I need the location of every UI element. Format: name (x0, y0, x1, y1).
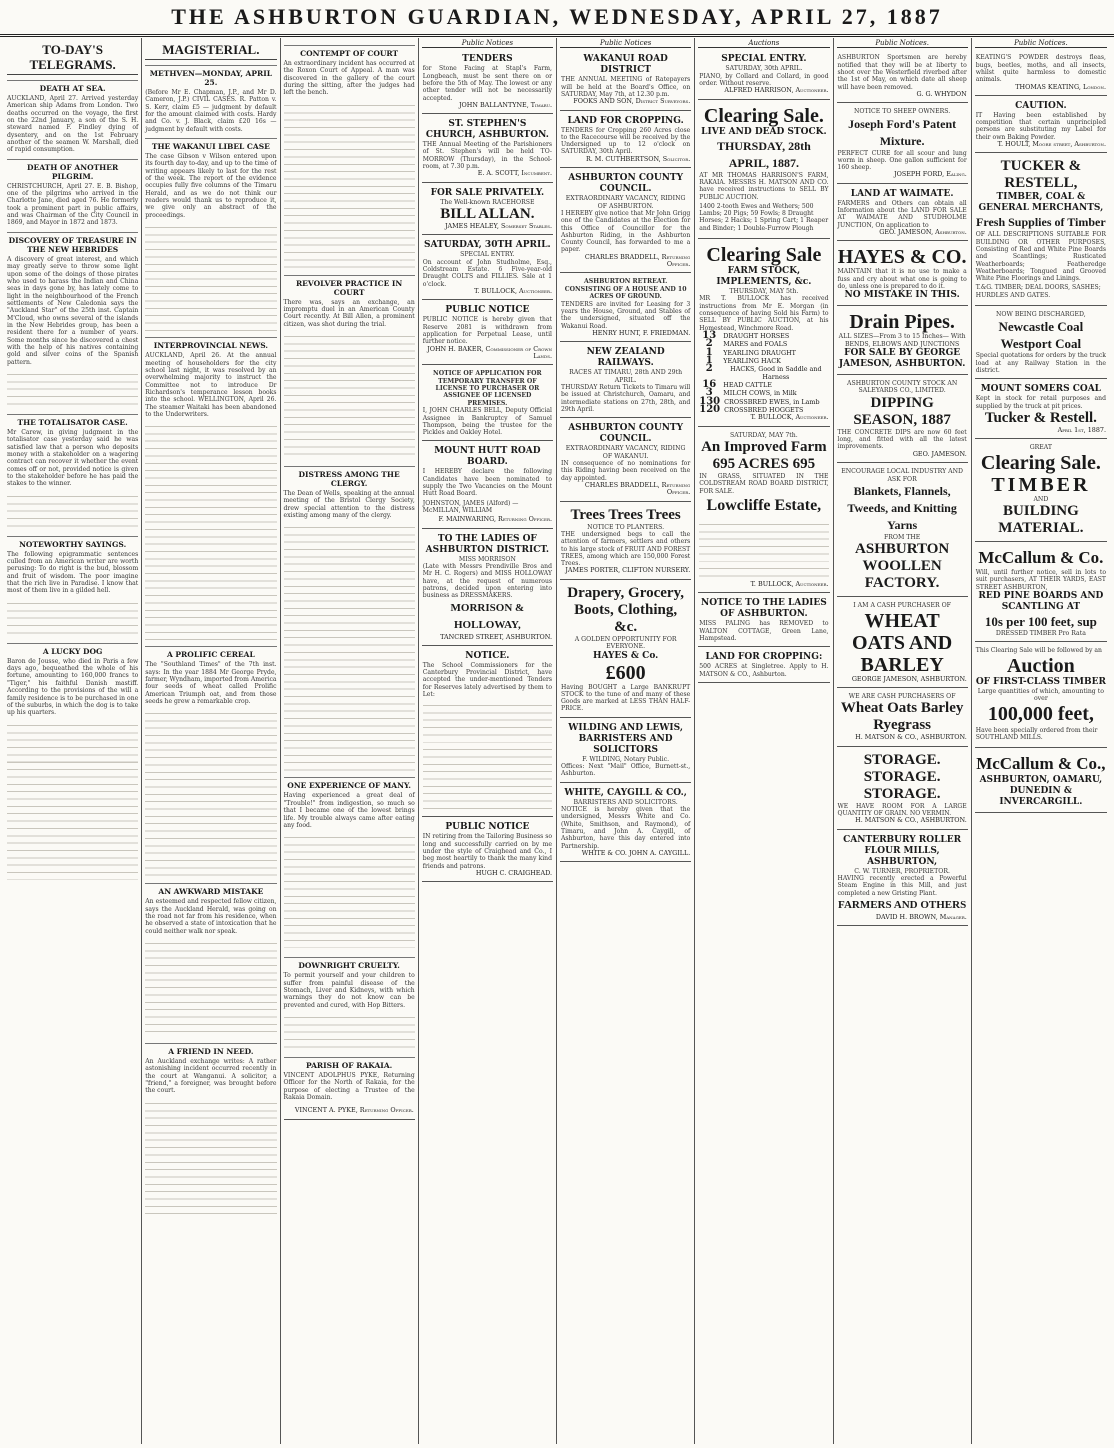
column-telegrams (4, 38, 142, 1444)
column-heading: Public Notices. (975, 40, 1107, 48)
article-text: AUCKLAND, April 26. At the annual meeting of householders for the city school last night, it was resolved by an overwhelming majority to instruct the Committee not to introduce Dr Richardson's temperance lesson books into the school. WELLINGTON, April 26. The steamer Waitaki has been abandoned to the Underwriters. (145, 352, 277, 418)
text-filler (423, 700, 552, 810)
notice-caution: CAUTION. IT Having been established by competition that certain unprincipled persons are substituting my Label for their own Baking Powder. T. HOULT, Moore street, Ashburton. (975, 98, 1107, 154)
text-filler (7, 598, 138, 638)
article-text: An extraordinary incident has occurred at the Roxon Court of Appeal. A man was discovered in the gallery of the court during the sitting, after the judges had left the bench. (283, 60, 415, 97)
ad-storage: STORAGE. STORAGE. STORAGE. WE HAVE ROOM FOR A LARGE QUANTITY OF GRAIN. NO VERMIN. H. MATSON & CO., ASHBURTON. (837, 749, 968, 830)
article-heading: ONE EXPERIENCE OF MANY. (284, 777, 415, 790)
text-filler (145, 1098, 276, 1218)
column-articles (281, 38, 419, 1444)
text-filler (7, 491, 138, 531)
ad-tucker-restell: TUCKER & RESTELL, TIMBER, COAL & GENERAL MERCHANTS, Fresh Supplies of Timber OF ALL DESCRIPTIONS SUITABLE FOR BUILDING OR OTHER PURPOSES, Consisting of Red and White Pine Boards and Scantlings; Rusticated Weatherboards; Featheredge Weatherboards; Tongued and Grooved White Pine Floorings and Linings. T.&G. TIMBER; DEAL DOORS, SASHES; HURDLES AND GATES. (975, 155, 1107, 306)
article-text: A discovery of great interest, and which may greatly serve to throw some light upon some of the doings of those pirates who used to harass the Indian and China seas in days gone by, has lately come to light in the neighbourhood of the French settlements of New Caledonia says the "Auckland Star" of the 25th inst. Captain M'Cloud, who owns several of the islands in the New Hebrides group, has been a resident there for a number of years. Some months since he discovered a chest with the help of his natives containing gold and silver coins of the Spanish pattern. (7, 255, 139, 366)
notice-white-caygill: WHITE, CAYGILL & CO., BARRISTERS AND SOLICITORS. NOTICE is hereby given that the undersigned, Messrs White and Co. (White, Smithson, and Raymond), of Timaru, and John A. Caygill, of Ashburton, have this day entered into Partnership. WHITE & CO. JOHN A. CAYGILL. (560, 785, 691, 863)
stock-description: CROSSBRED EWES, in Lamb (724, 397, 820, 406)
text-filler (284, 832, 415, 952)
article-heading: PARISH OF RAKAIA. (284, 1057, 415, 1070)
article-heading: NOTEWORTHY SAYINGS. (7, 536, 138, 549)
notice-land-singletree: LAND FOR CROPPING: 500 ACRES at Singletree. Apply to H. MATSON & CO., Ashburton. (698, 649, 829, 683)
stock-item (699, 354, 828, 366)
notice-public: PUBLIC NOTICE PUBLIC NOTICE is hereby given that Reserve 2081 is withdrawn from application for Perpetual Lease, until further notice. JOHN H. BAKER, Commissioner of Crown Lands. (422, 302, 553, 365)
auction-clearing-sale-bullock: Clearing Sale FARM STOCK, IMPLEMENTS, &c. THURSDAY, MAY 5th. MR T. BULLOCK has received instructions from Mr E. Morgan (in consequence of having Sold his Farm) to SELL BY PUBLIC AUCTION, at his Homestead, Winchmore Road. 13 DRAUGHT HORSES 2 MARES and FOALS 1 YEARLING DRAUGHT 1 YEARLING HACK 2 HACKS, Good in Saddle and Harness 16 HEAD CATTLE 3 MILCH COWS, in Milk 130 CROSSBRED EWES, in Lamb 120 CROSSBRED HOGGETS T. BULLOCK, Auctioneer. (698, 241, 829, 427)
column-heading: Public Notices (560, 40, 691, 48)
article-text: The following epigrammatic sentences culled from an American writer are worth perusing: To do right is the bud, blossom and fruit of wisdom. The poor imagine that the rich live in Paradise. I know that most of them live in a gilded hell. (7, 550, 139, 595)
article-text: The "Southland Times" of the 7th inst. says: In the year 1884 Mr George Pryde, farmer, Wyndham, imported from America four seeds of wheat called Prolific American Triumph oat, and from those seeds he grew a remarkable crop. (145, 661, 277, 705)
text-filler (145, 222, 276, 332)
stock-item (699, 381, 828, 389)
article-heading: AN AWKWARD MISTAKE (145, 883, 276, 896)
stock-item (699, 340, 828, 348)
text-filler (284, 331, 415, 461)
stock-description: CROSSBRED HOGGETS (724, 406, 804, 415)
notice-st-stephens: ST. STEPHEN'S CHURCH, ASHBURTON. THE Annual Meeting of the Parishioners of St. Stephen's will be held TO-MORROW (Thursday), in the School-room, at 7.30 p.m. E. A. SCOTT, Incumbent. (422, 116, 553, 183)
notice-license-transfer: NOTICE OF APPLICATION FOR TEMPORARY TRANSFER OF LICENSE TO PURCHASER OR ASSIGNEE OF LICENSED PREMISES. I, JOHN CHARLES BELL, Deputy Official Assignee in Bankruptcy of Samuel Thompson, being the trustee for the Pickles and Oakley Hotel. (422, 367, 553, 441)
text-filler (284, 100, 415, 270)
notice-retreat: ASHBURTON RETREAT. CONSISTING OF A HOUSE AND 10 ACRES OF GROUND. TENDERS are invited for Leasing for 3 years the House, Ground, and Stables of the undersigned, situated off the Wakanui Road. HENRY HUNT, F. FRIEDMAN. (560, 275, 691, 342)
stock-count: 13 (702, 329, 717, 341)
column-heading: Public Notices. (837, 40, 968, 48)
text-filler (699, 519, 828, 579)
stock-list (699, 329, 828, 416)
stock-count: 2 (705, 363, 713, 375)
article-text: Having experienced a great deal of "Trouble!" from indigestion, so much so that I became one of the lowest brings life. My trouble always came after eating any food. (283, 792, 415, 829)
article-heading: CONTEMPT OF COURT (284, 45, 415, 58)
stock-description: MARES and FOALS (723, 340, 788, 349)
article-heading: A FRIEND IN NEED. (145, 1043, 276, 1056)
column-auctions (695, 38, 833, 1444)
article-text: CHRISTCHURCH, April 27. E. B. Bishop, one of the pilgrims who arrived in the Charlotte Jane, died aged 76. He formerly took a prominent part in public affairs, and was Chairman of the City Council in 1869, and Mayor in 1872 and 1873. (7, 182, 139, 227)
column-heading: Auctions (698, 40, 829, 48)
text-filler (145, 938, 276, 1038)
notice-special-entry: SATURDAY, 30TH APRIL. SPECIAL ENTRY. On account of John Studholme, Esq., Coldstream Estate. 6 Five-year-old Draught COLTS and FILLIES. Sale at 1 o'clock. T. BULLOCK, Auctioneer. (422, 237, 553, 300)
article-text: An Auckland exchange writes: A rather astonishing incident occurred recently in the court at Wanganui. A solicitor, a "friend," a foreigner, was brought before the court. (145, 1058, 277, 1095)
notice-trees: Trees Trees Trees NOTICE TO PLANTERS. THE undersigned begs to call the attention of farmers, settlers and others to his large stock of FRUIT AND FOREST TREES, among which are 150,000 Forest Trees. JAMES PORTER, CLIFTON NURSERY. (560, 504, 691, 580)
article-text: An esteemed and respected fellow citizen, says the Auckland Herald, was going on the road not far from his residence, when he observed a state of intoxication that he could neither walk nor speak. (145, 898, 277, 935)
notice-land-cropping: LAND FOR CROPPING. TENDERS for Cropping 260 Acres close to the Racecourse will be received by the Undersigned up to 12 o'clock on SATURDAY, 30th April. R. M. CUTHBERTSON, Solicitor. (560, 113, 691, 169)
columns (4, 38, 1110, 1444)
text-filler (284, 522, 415, 772)
article-heading: DOWNRIGHT CRUELTY. (284, 957, 415, 970)
article-text: To permit yourself and your children to suffer from painful disease of the Stomach, Liver and Kidneys, with which warnings they do not know can be prevented and cured, with Hop Bitters. (283, 972, 415, 1009)
text-filler (7, 369, 138, 409)
telegrams-heading: TO-DAY'S TELEGRAMS. (7, 42, 138, 75)
auction-piano: SPECIAL ENTRY. SATURDAY, 30th APRIL. PIANO, by Collard and Collard, in good order. Without reserve. ALFRED HARRISON, Auctioneer. (698, 51, 829, 99)
stock-item (699, 365, 828, 381)
notice-hayes-drapery: Drapery, Grocery, Boots, Clothing, &c. A GOLDEN OPPORTUNITY FOR EVERYONE. HAYES & Co. £600 Having BOUGHT a Large BANKRUPT STOCK to the tune of and many of these Goods are marked at LESS THAN HALF-PRICE. (560, 582, 691, 718)
stock-description: HEAD CATTLE (723, 381, 772, 390)
column-public-notices-2 (557, 38, 695, 1444)
article-text: AUCKLAND, April 27. Arrived yesterday American ship Adams from London. Two deaths occurred on the voyage, the first on the 22nd January, a son of the S. H. steward named F. Findley dying of dysentery, and on the 1st February another of the seamen W. Marshall, died of rapid consumption. (7, 95, 139, 154)
notice-land-waimate: LAND AT WAIMATE. FARMERS and Others can obtain all Information about the LAND FOR SALE AT WAIMATE AND STUDHOLME JUNCTION, On application to GEO. JAMESON, Ashburton. (837, 186, 968, 242)
notice-mount-hutt: MOUNT HUTT ROAD BOARD. I HEREBY declare the following Candidates have been nominated to supply the Two Vacancies on the Mount Hutt Road Board. JOHNSTON, JAMES (Alford) — McMILLAN, WILLIAM F. MAINWARING, Returning Officer. (422, 443, 553, 528)
ad-mccallum-locations: McCallum & Co., ASHBURTON, OAMARU, DUNEDIN & INVERCARGILL. (975, 750, 1107, 813)
article-heading: THE WAKANUI LIBEL CASE (145, 138, 276, 151)
ad-flour-mills: CANTERBURY ROLLER FLOUR MILLS, ASHBURTON, C. W. TURNER, PROPRIETOR. HAVING recently erected a Powerful Steam Engine in this Mill, and just completed a new Gristing Plant. FARMERS AND OTHERS DAVID H. BROWN, Manager. (837, 832, 968, 927)
notice-tenders: TENDERS for Stone Facing at Stapl's Farm, Longbeach, must be sent there on or before the 5th of May. The lowest or any other tender will not be necessarily accepted. JOHN BALLANTYNE, Timaru. (422, 51, 553, 114)
article-heading: METHVEN—MONDAY, APRIL 25. (145, 65, 276, 87)
notice-school-commissioners: NOTICE. The School Commissioners for the Canterbury Provincial District, have accepted the under-mentioned Tenders for Reserves lately advertised by them to Let: (422, 648, 553, 817)
article-text: The case Gibson v Wilson entered upon its fourth day to-day, and up to the time of writing appears likely to last for the rest of the week. The report of the evidence occupies fully five columns of the Timaru Herald, and as we do not think our readers would thank us to reproduce it, we give only an abstract of the proceedings. (145, 153, 277, 219)
article-text: (Before Mr E. Chapman, J.P., and Mr D. Cameron, J.P.) CIVIL CASES. R. Patton v. S. Kerr, claim £5 — judgment by default for the amount claimed with costs. Hardy and Co. v. J. Black, claim £20 16s — judgment by default with costs. (145, 89, 277, 133)
ad-hayes-co: HAYES & CO. MAINTAIN that it is no use to make a fuss and cry about what one is going to do, unless one is prepared to do it. NO MISTAKE IN THIS. (837, 243, 968, 306)
auction-improved-farm: SATURDAY, MAY 7th. An Improved Farm 695 ACRES 695 IN GRASS, SITUATED IN THE COLDSTREAM ROAD BOARD DISTRICT, FOR SALE. Lowcliffe Estate, T. BULLOCK, Auctioneer. (698, 429, 829, 594)
ad-drain-pipes: Drain Pipes. ALL SIZES—From 3 to 15 Inches— With BENDS, ELBOWS AND JUNCTIONS FOR SALE BY GEORGE JAMESON, ASHBURTON. (837, 308, 968, 375)
notice-dressmakers: TO THE LADIES OF ASHBURTON DISTRICT. MISS MORRISON (Late with Messrs Prendiville Bros and Mr H. C. Rogers) and MISS HOLLOWAY have, at the request of numerous patrons, decided upon entering into business as DRESSMAKERS. MORRISON & HOLLOWAY, TANCRED STREET, ASHBURTON. (422, 531, 553, 646)
article-heading: DEATH AT SEA. (7, 80, 138, 93)
text-filler (284, 1012, 415, 1052)
notice-county-council: ASHBURTON COUNTY COUNCIL. EXTRAORDINARY VACANCY, RIDING OF ASHBURTON. I HEREBY give notice that Mr John Grigg one of the Candidates at the Election for this Office of Councillor for the Ashburton Riding, in the Ashburton County Council, has forwarded to me a paper. CHARLES BRADDELL, Returning Officer. (560, 170, 691, 273)
ad-timber-auction: This Clearing Sale will be followed by an Auction OF FIRST-CLASS TIMBER Large quantities of which, amounting to over 100,000 feet, Have been specially ordered from their SOUTHLAND MILLS. (975, 644, 1107, 748)
column-magisterial (142, 38, 280, 1444)
stock-description: MILCH COWS, in Milk (723, 389, 797, 398)
text-filler (145, 708, 276, 878)
text-filler (145, 421, 276, 641)
stock-count: 120 (699, 404, 721, 416)
masthead-title: THE ASHBURTON GUARDIAN, WEDNESDAY, APRIL 27, 1887 (0, 0, 1114, 37)
article-heading: A PROLIFIC CEREAL (145, 646, 276, 659)
notice-tailoring: PUBLIC NOTICE IN retiring from the Tailoring Business so long and successfully carried on by me under the style of Craighead and Co., I beg most heartily to thank the many kind friends and patrons. HUGH C. CRAIGHEAD. (422, 819, 553, 882)
ad-coal: NOW BEING DISCHARGED, Newcastle Coal Westport Coal Special quotations for orders by the truck load at any Railway Station in the district. (975, 308, 1107, 379)
stock-description: HACKS, Good in Saddle and Harness (730, 365, 822, 381)
article-text: Baron de Jousse, who died in Paris a few days ago, bequeathed the whole of his fortune, amounting to 160,000 francs to "Tiger," his faithful Danish mastiff. According to the provisions of the will a family residence is to be purchased in one of the suburbs, in which the dog is to take up his quarters. (7, 657, 139, 717)
stock-item (699, 329, 828, 341)
stock-description: DRAUGHT HORSES (723, 331, 790, 340)
ad-dipping-season: ASHBURTON COUNTY STOCK AN SALEYARDS CO., LIMITED. DIPPING SEASON, 1887 THE CONCRETE DIPS are now 60 feet long, and fitted with all the latest improvements. GEO. JAMESON. (837, 377, 968, 463)
ad-clearing-sale-timber: GREAT Clearing Sale. TIMBER AND BUILDING MATERIAL. (975, 441, 1107, 542)
auction-clearing-sale-harrison: Clearing Sale. LIVE AND DEAD STOCK. THURSDAY, 28th APRIL, 1887. AT MR THOMAS HARRISON'S FARM, RAKAIA. MESSRS H. MATSON AND CO. have received instructions to SELL BY PUBLIC AUCTION. 1400 2-tooth Ewes and Wethers; 500 Lambs; 20 Pigs; 59 Fowls; 8 Draught Horses; 2 Hacks; 1 Spring Cart; 1 Reaper and Binder; 1 Double-Furrow Plough (698, 102, 829, 239)
notice-county-council-wakanui: ASHBURTON COUNTY COUNCIL. EXTRAORDINARY VACANCY, RIDING OF WAKANUI. IN consequence of no nominations for this Riding having been received on the day appointed. CHARLES BRADDELL, Returning Officer. (560, 420, 691, 501)
ad-wheat-oats-barley: I AM A CASH PURCHASER OF WHEAT OATS AND BARLEY GEORGE JAMESON, ASHBURTON. (837, 599, 968, 688)
notice-sportsmen: ASHBURTON Sportsmen are hereby notified that they will be at liberty to shoot over the Westerfield riverbed after the 1st of May, on which date all sheep will have been removed. G. G. WHYDON (837, 51, 968, 103)
stock-count: 130 (699, 395, 721, 407)
column-public-notices-1 (419, 38, 557, 1444)
stock-description: YEARLING HACK (723, 356, 781, 365)
article-text: The Dean of Wells, speaking at the annual meeting of the Bristol Clergy Society, drew special attention to the distress existing among many of the clergy. (283, 490, 415, 520)
ad-mount-somers-coal: MOUNT SOMERS COAL Kept in stock for retail purposes and supplied by the truck at pit prices. Tucker & Restell. April 1st, 1887. (975, 381, 1107, 439)
ad-keatings-powder: KEATING'S POWDER destroys fleas, bugs, beetles, moths, and all insects, whilst quite harmless to domestic animals. THOMAS KEATING, London. (975, 51, 1107, 96)
article-heading: A LUCKY DOG (7, 643, 138, 656)
stock-item (699, 346, 828, 358)
article-heading: DISCOVERY OF TREASURE IN THE NEW HEBRIDES (7, 232, 138, 254)
magisterial-heading: MAGISTERIAL. (145, 42, 276, 60)
notice-wilding-lewis: WILDING AND LEWIS, BARRISTERS AND SOLICITORS F. WILDING, Notary Public. Offices: Next "Mail" Office, Burnett-st., Ashburton. (560, 720, 691, 783)
stock-count: 2 (705, 338, 713, 350)
ad-woollen-factory: ENCOURAGE LOCAL INDUSTRY AND ASK FOR Blankets, Flannels, Tweeds, and Knitting Yarns FROM THE ASHBURTON WOOLLEN FACTORY. (837, 465, 968, 597)
notice-wakanui: WAKANUI ROAD DISTRICT THE ANNUAL MEETING of Ratepayers will be held at the Board's Office, on SATURDAY, May 7th, at 12.30 p.m. FOOKS AND SON, District Surveyors. (560, 51, 691, 110)
article-text: There was, says an exchange, an impromptu duel in an American County Court recently. At Bill Allen, a prominent citizen, was shot during the trial. (283, 298, 415, 328)
notice-racehorse-sale: FOR SALE PRIVATELY. The Well-known RACEHORSE BILL ALLAN. JAMES HEALEY, Somerset Stables. (422, 185, 553, 236)
stock-count: 16 (702, 379, 717, 391)
article-heading: DEATH OF ANOTHER PILGRIM. (7, 159, 138, 181)
stock-count: 3 (705, 387, 713, 399)
text-filler (7, 720, 138, 880)
article-heading: REVOLVER PRACTICE IN COURT (284, 275, 415, 297)
article-text: VINCENT ADOLPHUS PYKE, Returning Officer for the North of Rakaia, for the purpose of electing a Trustee of the Rakaia Domain. (283, 1071, 415, 1101)
article-heading: DISTRESS AMONG THE CLERGY. (284, 466, 415, 488)
column-public-notices-3 (834, 38, 972, 1444)
notice-railways: NEW ZEALAND RAILWAYS. RACES AT TIMARU, 28th AND 29th APRIL. THURSDAY Return Tickets to Timaru will be issued at Christchurch, Oamaru, and intermediate stations on 27th, 28th, and 29th April. (560, 344, 691, 418)
column-heading: Public Notices (422, 40, 553, 48)
notice-miss-paling: NOTICE TO THE LADIES OF ASHBURTON. MISS PALING has REMOVED to WALTON COTTAGE, Green Lane, Hampstead. (698, 595, 829, 647)
ad-cash-purchasers: WE ARE CASH PURCHASERS OF Wheat Oats Barley Ryegrass H. MATSON & CO., ASHBURTON. (837, 690, 968, 747)
notice-sheep-owners: NOTICE TO SHEEP OWNERS. Joseph Ford's Patent Mixture. PERFECT CURE for all scour and lung worm in sheep. One gallon sufficient for 160 sheep. JOSEPH FORD, Ealing. (837, 105, 968, 184)
ad-mccallum: McCallum & Co. Will, until further notice, sell in lots to suit purchasers, AT THEIR YARDS, EAST STREET ASHBURTON, RED PINE BOARDS AND SCANTLING AT 10s per 100 feet, sup DRESSED TIMBER Pro Rata (975, 544, 1107, 642)
article-heading: INTERPROVINCIAL NEWS. (145, 337, 276, 350)
article-text: Mr Carew, in giving judgment in the totalisator case yesterday said he was satisfied law that a person who deposits money with a stakeholder on a wagering contract can recover it whether the event comes off or not, provided notice is given to the stakeholder before he has paid the stakes to the winner. (7, 428, 139, 488)
column-public-notices-4 (972, 38, 1110, 1444)
stock-count: 1 (705, 346, 713, 358)
signature: VINCENT A. PYKE, Returning Officer. (284, 1104, 415, 1119)
stock-count: 1 (705, 354, 713, 366)
stock-description: YEARLING DRAUGHT (723, 348, 796, 357)
article-heading: THE TOTALISATOR CASE. (7, 414, 138, 427)
